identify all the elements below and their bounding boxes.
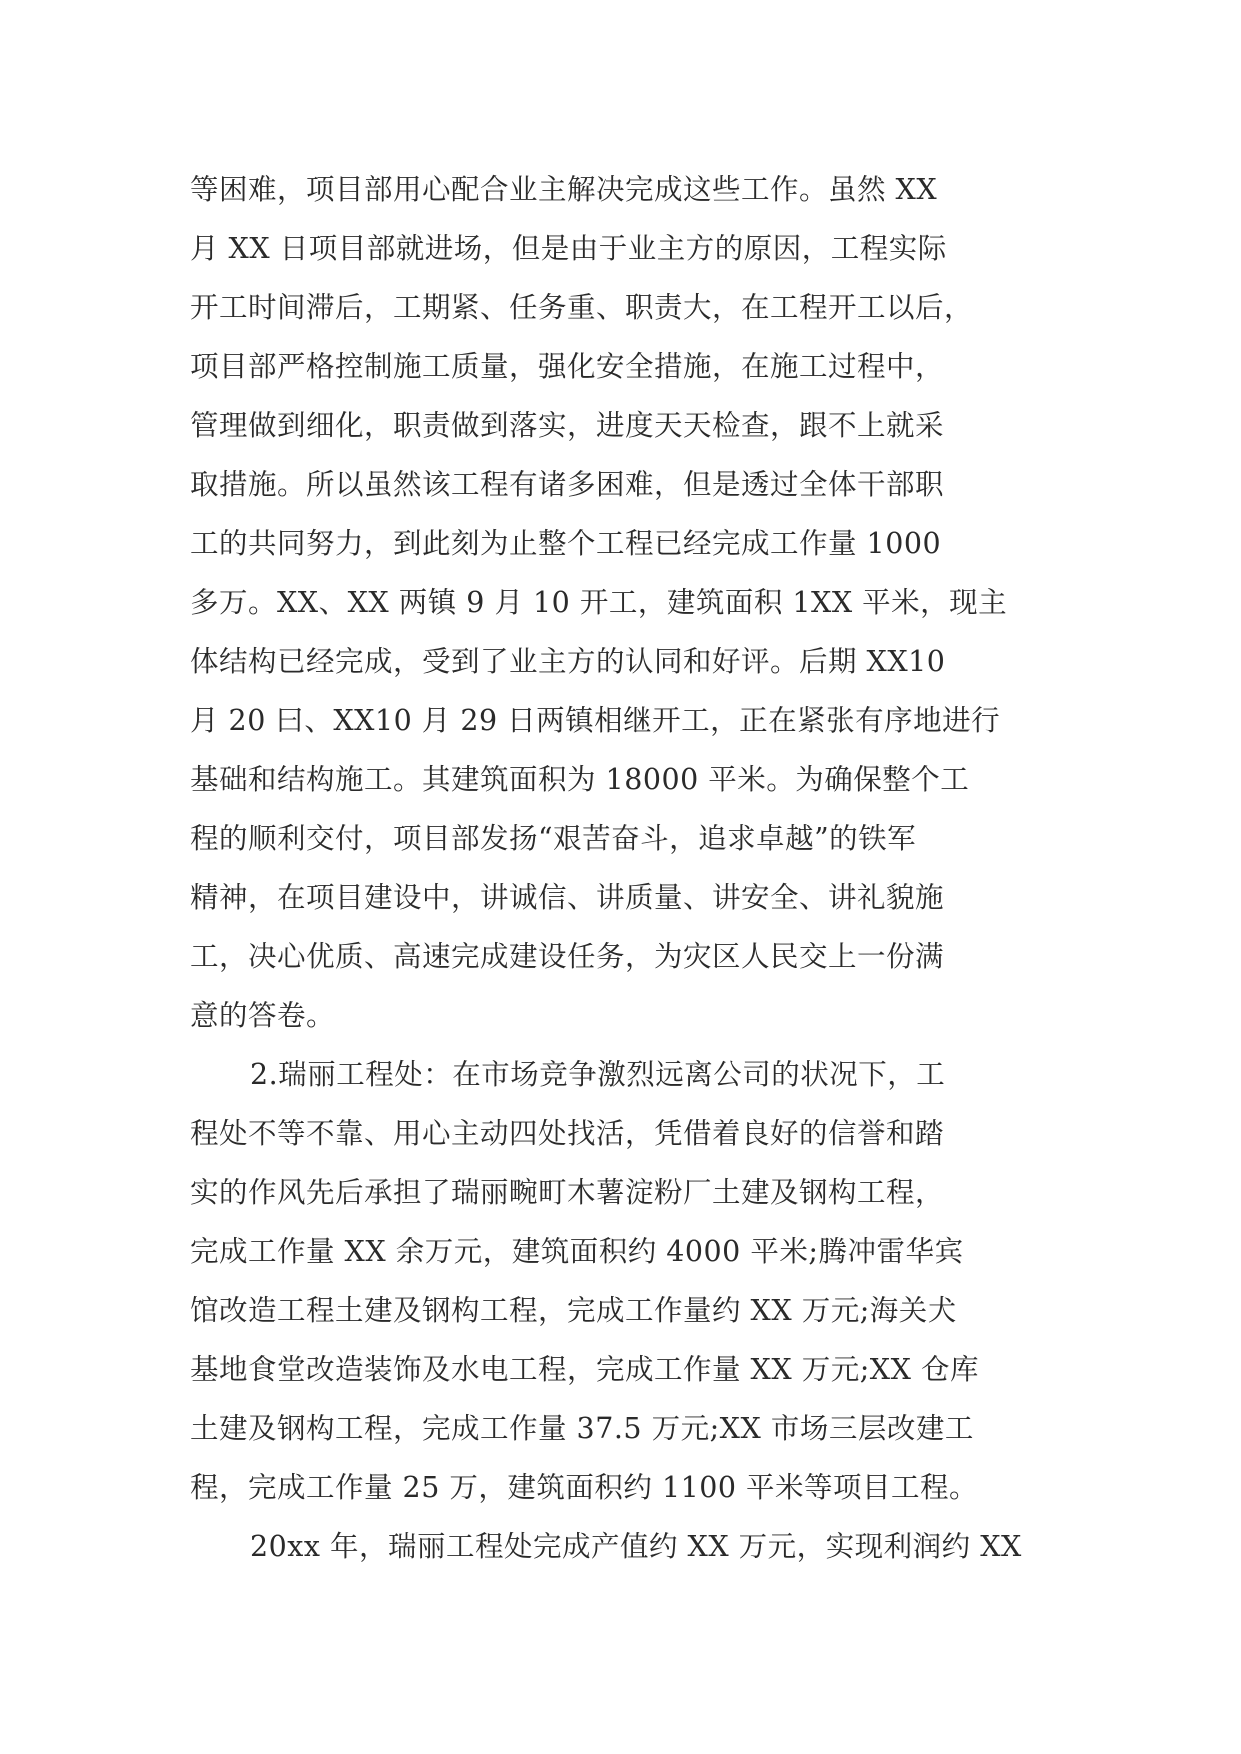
text-line: 精神，在项目建设中，讲诚信、讲质量、讲安全、讲礼貌施 bbox=[190, 881, 945, 914]
text-line: 工的共同努力，到此刻为止整个工程已经完成工作量 1000 bbox=[190, 527, 942, 560]
text-line: 工，决心优质、高速完成建设任务，为灾区人民交上一份满 bbox=[190, 940, 945, 973]
text-line: 实的作风先后承担了瑞丽畹町木薯淀粉厂土建及钢构工程， bbox=[190, 1176, 945, 1209]
text-line: 取措施。所以虽然该工程有诸多困难，但是透过全体干部职 bbox=[190, 468, 945, 501]
text-line: 土建及钢构工程，完成工作量 37.5 万元;XX 市场三层改建工 bbox=[190, 1412, 974, 1445]
text-line: 程处不等不靠、用心主动四处找活，凭借着良好的信誉和踏 bbox=[190, 1117, 945, 1150]
text-line: 多万。XX、XX 两镇 9 月 10 开工，建筑面积 1XX 平米，现主 bbox=[190, 586, 1008, 619]
text-line: 程，完成工作量 25 万，建筑面积约 1100 平米等项目工程。 bbox=[190, 1471, 979, 1504]
text-line: 基础和结构施工。其建筑面积为 18000 平米。为确保整个工 bbox=[190, 763, 970, 796]
paragraph-start-line: 2.瑞丽工程处：在市场竞争激烈远离公司的状况下，工 bbox=[250, 1058, 946, 1091]
text-line: 月 XX 日项目部就进场，但是由于业主方的原因，工程实际 bbox=[190, 232, 947, 265]
text-line: 完成工作量 XX 余万元，建筑面积约 4000 平米;腾冲雷华宾 bbox=[190, 1235, 964, 1268]
document-body bbox=[190, 160, 1070, 1576]
text-line: 意的答卷。 bbox=[190, 999, 336, 1032]
text-line: 体结构已经完成，受到了业主方的认同和好评。后期 XX10 bbox=[190, 645, 946, 678]
text-line: 程的顺利交付，项目部发扬“艰苦奋斗，追求卓越”的铁军 bbox=[190, 822, 917, 855]
text-line: 项目部严格控制施工质量，强化安全措施，在施工过程中， bbox=[190, 350, 945, 383]
text-line: 馆改造工程土建及钢构工程，完成工作量约 XX 万元;海关犬 bbox=[190, 1294, 957, 1327]
text-line: 管理做到细化，职责做到落实，进度天天检查，跟不上就采 bbox=[190, 409, 945, 442]
text-line: 基地食堂改造装饰及水电工程，完成工作量 XX 万元;XX 仓库 bbox=[190, 1353, 979, 1386]
text-line: 开工时间滞后，工期紧、任务重、职责大，在工程开工以后， bbox=[190, 291, 974, 324]
paragraph-start-line: 20xx 年，瑞丽工程处完成产值约 XX 万元，实现利润约 XX bbox=[250, 1530, 1022, 1563]
text-line: 等困难，项目部用心配合业主解决完成这些工作。虽然 XX bbox=[190, 173, 938, 206]
text-line: 月 20 曰、XX10 月 29 日两镇相继开工，正在紧张有序地进行 bbox=[190, 704, 1001, 737]
